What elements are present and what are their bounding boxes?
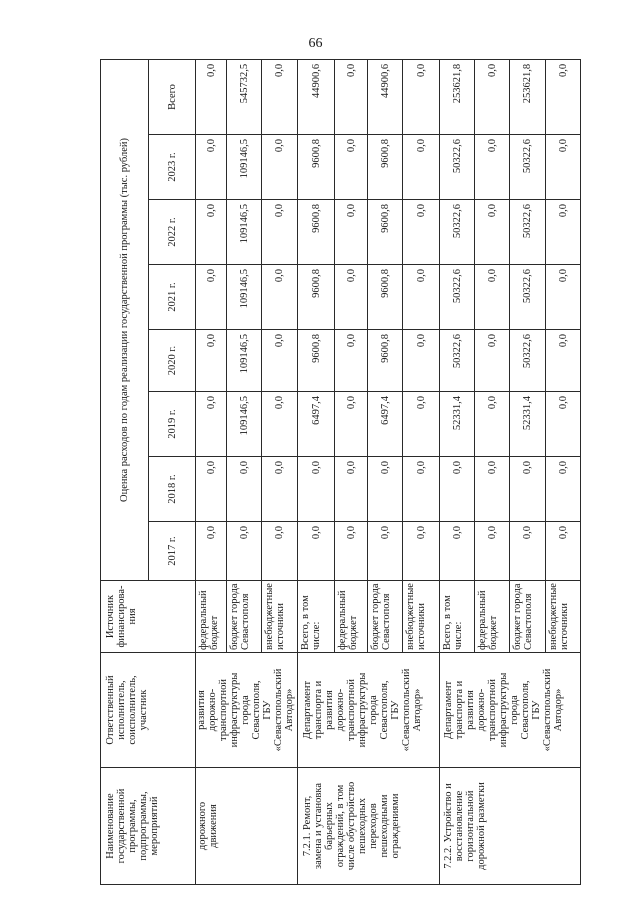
page-number: 66 xyxy=(308,36,323,51)
header-year-2020: 2020 г. xyxy=(149,330,196,392)
value-2019-cell: 0,0 xyxy=(196,392,227,457)
header-year-2023: 2023 г. xyxy=(149,135,196,200)
header-year-2021: 2021 г. xyxy=(149,265,196,330)
value-2017-cell: 0,0 xyxy=(262,522,298,581)
responsible-executor-cell: развития дорожно- транспортной инфраструктуры города Севастополя, ГБУ «Севастопольский Автодор» xyxy=(196,653,298,768)
value-2019-cell: 52331,4 xyxy=(510,392,546,457)
responsible-executor-cell: Департамент транспорта и развития дорожно- транспортной инфраструктуры города Севастополя, ГБУ «Севастопольский Автодор» xyxy=(440,653,581,768)
header-year-2022: 2022 г. xyxy=(149,200,196,265)
header-year-2017: 2017 г. xyxy=(149,522,196,581)
value-2022-cell: 9600,8 xyxy=(298,200,335,265)
measure-name-cell: 7.2.2. Устройство и восстановление горизонтальной дорожной разметки xyxy=(440,768,581,885)
value-2021-cell: 0,0 xyxy=(196,265,227,330)
value-2019-cell: 6497,4 xyxy=(368,392,403,457)
value-2018-cell: 0,0 xyxy=(196,457,227,522)
header-year-2019: 2019 г. xyxy=(149,392,196,457)
value-2020-cell: 109146,5 xyxy=(227,330,262,392)
measure-name-cell: дорожного движения xyxy=(196,768,298,885)
value-2019-cell: 109146,5 xyxy=(227,392,262,457)
value-2017-cell: 0,0 xyxy=(510,522,546,581)
value-total-cell: 0,0 xyxy=(475,59,510,134)
table-row xyxy=(196,59,227,884)
value-total-cell: 0,0 xyxy=(546,59,581,134)
value-2020-cell: 0,0 xyxy=(335,330,368,392)
value-2018-cell: 0,0 xyxy=(475,457,510,522)
value-2017-cell: 0,0 xyxy=(546,522,581,581)
table-row xyxy=(440,59,475,884)
table-row xyxy=(298,59,335,884)
value-2020-cell: 9600,8 xyxy=(298,330,335,392)
budget-table xyxy=(100,59,581,885)
funding-source-cell: Всего, в том числе: xyxy=(440,581,475,653)
funding-source-cell: федеральный бюджет xyxy=(196,581,227,653)
value-2018-cell: 0,0 xyxy=(403,457,440,522)
value-2023-cell: 50322,6 xyxy=(440,135,475,200)
value-2022-cell: 50322,6 xyxy=(440,200,475,265)
value-2022-cell: 0,0 xyxy=(335,200,368,265)
value-2020-cell: 0,0 xyxy=(475,330,510,392)
funding-source-cell: бюджет города Севастополя xyxy=(368,581,403,653)
funding-source-cell: бюджет города Севастополя xyxy=(227,581,262,653)
value-2021-cell: 109146,5 xyxy=(227,265,262,330)
header-total: Всего xyxy=(149,59,196,134)
value-2018-cell: 0,0 xyxy=(335,457,368,522)
value-2017-cell: 0,0 xyxy=(368,522,403,581)
value-2023-cell: 0,0 xyxy=(546,135,581,200)
value-total-cell: 253621,8 xyxy=(510,59,546,134)
value-2020-cell: 0,0 xyxy=(196,330,227,392)
value-2023-cell: 50322,6 xyxy=(510,135,546,200)
value-2017-cell: 0,0 xyxy=(440,522,475,581)
value-2018-cell: 0,0 xyxy=(440,457,475,522)
value-2019-cell: 0,0 xyxy=(546,392,581,457)
value-2023-cell: 9600,8 xyxy=(368,135,403,200)
value-2018-cell: 0,0 xyxy=(298,457,335,522)
value-2020-cell: 50322,6 xyxy=(440,330,475,392)
value-2023-cell: 0,0 xyxy=(196,135,227,200)
value-2020-cell: 0,0 xyxy=(262,330,298,392)
measure-name-cell: 7.2.1. Ремонт, замена и установка барьерных ограждений, в том числе обустройство пешеходных переходов пешеходными ограждениями xyxy=(298,768,440,885)
value-2018-cell: 0,0 xyxy=(262,457,298,522)
funding-source-cell: внебюджетные источники xyxy=(262,581,298,653)
value-total-cell: 0,0 xyxy=(262,59,298,134)
value-2020-cell: 50322,6 xyxy=(510,330,546,392)
value-2022-cell: 0,0 xyxy=(546,200,581,265)
value-total-cell: 0,0 xyxy=(403,59,440,134)
header-source-column: Источник финансирова- ния xyxy=(101,581,196,653)
value-2019-cell: 0,0 xyxy=(262,392,298,457)
value-2020-cell: 0,0 xyxy=(403,330,440,392)
value-2017-cell: 0,0 xyxy=(335,522,368,581)
value-2021-cell: 50322,6 xyxy=(440,265,475,330)
value-2021-cell: 0,0 xyxy=(403,265,440,330)
value-2023-cell: 9600,8 xyxy=(298,135,335,200)
value-2021-cell: 0,0 xyxy=(262,265,298,330)
value-2022-cell: 109146,5 xyxy=(227,200,262,265)
value-total-cell: 0,0 xyxy=(335,59,368,134)
header-year-2018: 2018 г. xyxy=(149,457,196,522)
value-2022-cell: 9600,8 xyxy=(368,200,403,265)
funding-source-cell: внебюджетные источники xyxy=(546,581,581,653)
value-2023-cell: 0,0 xyxy=(403,135,440,200)
funding-source-cell: федеральный бюджет xyxy=(335,581,368,653)
value-2021-cell: 9600,8 xyxy=(368,265,403,330)
value-total-cell: 0,0 xyxy=(196,59,227,134)
value-2017-cell: 0,0 xyxy=(196,522,227,581)
value-2023-cell: 0,0 xyxy=(475,135,510,200)
responsible-executor-cell: Департамент транспорта и развития дорожно- транспортной инфраструктуры города Севастополя, ГБУ «Севастопольский Автодор» xyxy=(298,653,440,768)
value-2022-cell: 0,0 xyxy=(262,200,298,265)
funding-source-cell: бюджет города Севастополя xyxy=(510,581,546,653)
value-2017-cell: 0,0 xyxy=(227,522,262,581)
value-2023-cell: 109146,5 xyxy=(227,135,262,200)
funding-source-cell: федеральный бюджет xyxy=(475,581,510,653)
value-2018-cell: 0,0 xyxy=(510,457,546,522)
value-2019-cell: 0,0 xyxy=(335,392,368,457)
value-2017-cell: 0,0 xyxy=(475,522,510,581)
value-2023-cell: 0,0 xyxy=(335,135,368,200)
header-executor-column: Ответственный исполнитель, соисполнитель, участник xyxy=(101,653,196,768)
value-2018-cell: 0,0 xyxy=(546,457,581,522)
value-total-cell: 545732,5 xyxy=(227,59,262,134)
value-2021-cell: 0,0 xyxy=(475,265,510,330)
value-2022-cell: 0,0 xyxy=(196,200,227,265)
value-2020-cell: 0,0 xyxy=(546,330,581,392)
budget-table-frame xyxy=(100,60,580,885)
value-2019-cell: 0,0 xyxy=(403,392,440,457)
value-2021-cell: 50322,6 xyxy=(510,265,546,330)
value-total-cell: 44900,6 xyxy=(298,59,335,134)
value-2021-cell: 9600,8 xyxy=(298,265,335,330)
value-2019-cell: 52331,4 xyxy=(440,392,475,457)
value-total-cell: 253621,8 xyxy=(440,59,475,134)
value-2018-cell: 0,0 xyxy=(227,457,262,522)
value-2023-cell: 0,0 xyxy=(262,135,298,200)
value-total-cell: 44900,6 xyxy=(368,59,403,134)
value-2019-cell: 6497,4 xyxy=(298,392,335,457)
value-2022-cell: 0,0 xyxy=(403,200,440,265)
rotated-table-wrapper xyxy=(100,60,580,885)
value-2020-cell: 9600,8 xyxy=(368,330,403,392)
value-2022-cell: 0,0 xyxy=(475,200,510,265)
value-2022-cell: 50322,6 xyxy=(510,200,546,265)
value-2021-cell: 0,0 xyxy=(335,265,368,330)
value-2017-cell: 0,0 xyxy=(403,522,440,581)
value-2021-cell: 0,0 xyxy=(546,265,581,330)
value-2017-cell: 0,0 xyxy=(298,522,335,581)
funding-source-cell: Всего, в том числе: xyxy=(298,581,335,653)
value-2019-cell: 0,0 xyxy=(475,392,510,457)
header-estimate-title: Оценка расходов по годам реализации государственной программы (тыс. рублей) xyxy=(101,59,149,580)
funding-source-cell: внебюджетные источники xyxy=(403,581,440,653)
header-name-column: Наименование государственной программы, подпрограммы, мероприятий xyxy=(101,768,196,885)
value-2018-cell: 0,0 xyxy=(368,457,403,522)
